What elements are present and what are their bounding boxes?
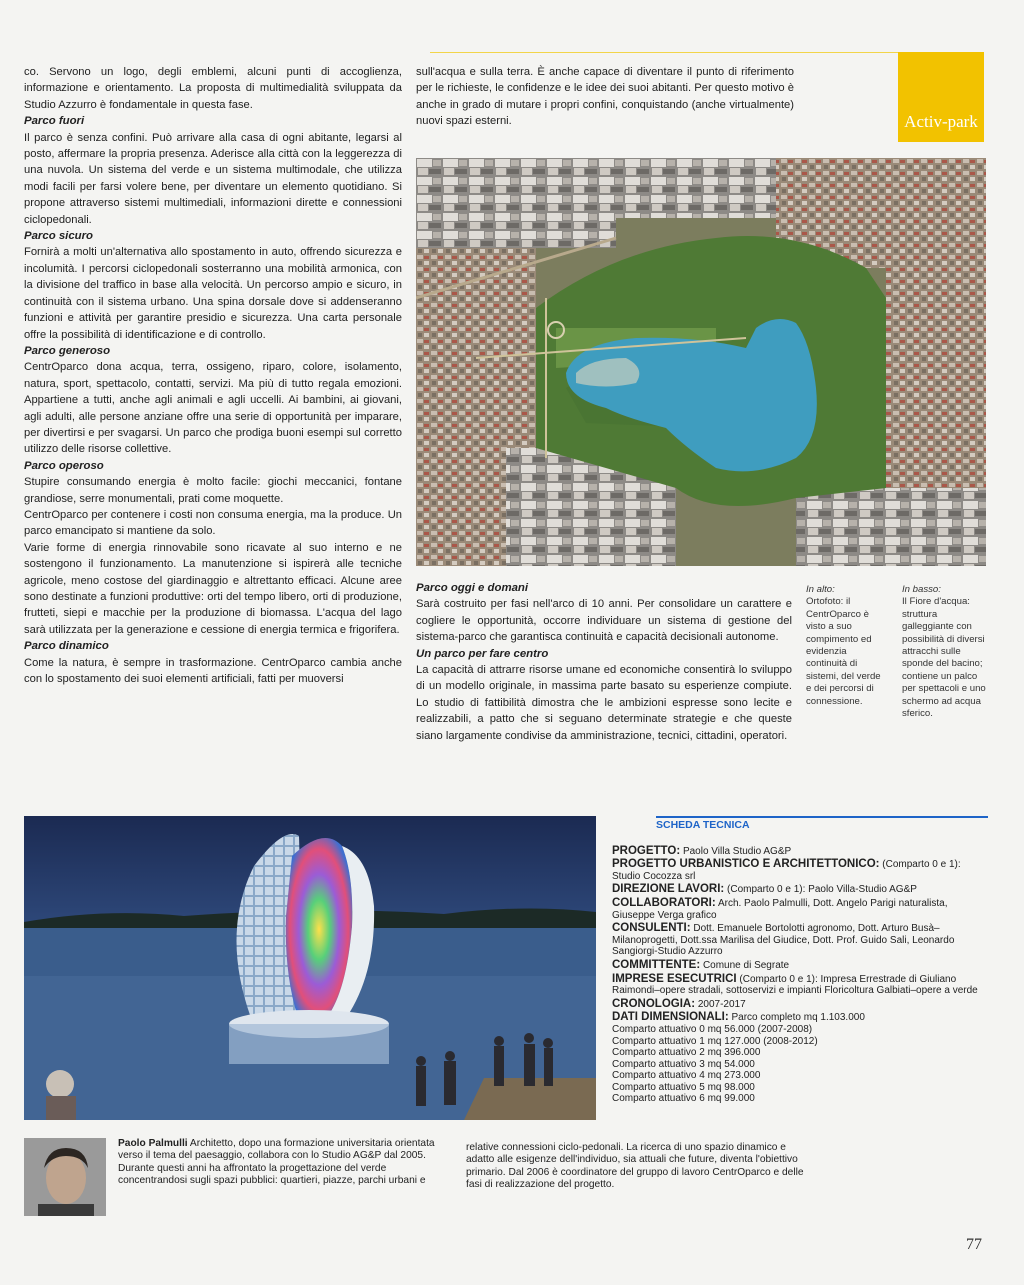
sheet-key: IMPRESE ESECUTRICI (612, 972, 737, 985)
caption-bottom (902, 584, 988, 720)
sheet-key: CRONOLOGIA: (612, 997, 696, 1010)
sheet-key: COMMITTENTE: (612, 958, 701, 971)
section-heading: Un parco per fare centro (416, 647, 549, 660)
section-heading: Parco operoso (24, 459, 104, 472)
caption-head: In alto: (806, 584, 835, 595)
sheet-comparto: Comparto attuativo 3 mq 54.000 (612, 1058, 755, 1070)
section-tag (898, 52, 984, 142)
sheet-comparto: Comparto attuativo 5 mq 98.000 (612, 1081, 755, 1093)
sheet-row (612, 898, 988, 921)
author-bio-right (466, 1142, 806, 1192)
right-top-text (416, 64, 794, 130)
sheet-row (612, 884, 988, 896)
section-heading: Parco generoso (24, 344, 111, 357)
sheet-key: DATI DIMENSIONALI: (612, 1011, 729, 1024)
paragraph: Sarà costruito per fasi nell'arco di 10 anni. Per consolidare un carattere e cogliere le opportunità, occorre individuare un sistema di gestione del sistema-parco che garantisca continuità e capacità decisionali autonome. (416, 598, 792, 644)
paragraph: Fornirà a molti un'alternativa allo spostamento in auto, offrendo sicurezza e incolumità. I percorsi ciclopedonali sosterranno una mobilità armonica, con la divisione del traffico in base alla velocità. Un percorso ampio e sicuro, in continuità con il sistema urbano. Una spina dorsale dove si addenseranno funzioni e attività per garantire presidio e sicurezza. Una carta personale offre la possibilità di identificazione e di controllo. (24, 246, 402, 341)
sheet-value: Dott. Emanuele Bortolotti agronomo, Dott. Arturo Busà–Milanoprogetti, Dott.ssa Marilisa del Giudice, Dott. Prof. Guido Sali, Leonardo Sangiorgi-Studio Azzurro (612, 923, 955, 958)
section-tag-label: Activ-park (904, 112, 978, 131)
sheet-row (612, 859, 988, 882)
caption-text: Il Fiore d'acqua: struttura galleggiante con possibilità di diversi attracchi sulle sponde del bacino; contiene un palco per spettacoli e uno schermo ad acqua sferico. (902, 596, 986, 720)
sheet-key: PROGETTO: (612, 844, 681, 857)
sheet-value: (Comparto 0 e 1): Impresa Errestrade di Giuliano Raimondi–opere stradali, sottoservizi e impianti Floricoltura Galbiati–opere a verde (612, 973, 978, 997)
paragraph: CentrOparco dona acqua, terra, ossigeno, riparo, colore, isolamento, natura, sport, spettacolo, contatti, servizi. Ma più di tutto regala emozioni. Appartiene a tutti, anche agli animali e agli uccelli. Ai bambini, ai giovani, agli adulti, alle persone anziane offre una serie di opportunità per imparare, per divertirsi e per svagarsi. Un parco che prodiga buoni esempi sul corretto utilizzo delle risorse collettive. (24, 361, 402, 456)
sheet-key: DIREZIONE LAVORI: (612, 883, 725, 896)
sheet-comparto: Comparto attuativo 2 mq 396.000 (612, 1047, 761, 1059)
section-heading: Parco fuori (24, 115, 85, 128)
sheet-row (612, 999, 988, 1011)
paragraph: Varie forme di energia rinnovabile sono ricavate al suo interno e ne sostengono il funzionamento. La manutenzione si ispirerà alle tecniche agricole, meno costose del giardinaggio e altrettanto efficaci. Alcune aree sono destinate a funzioni produttive: orti del tempo libero, orti di produzione, frutteti, siepi e macchie per la produzione di biomassa. L'acqua del lago sarà utilizzata per la generazione e cessione di energia termica e frigorifera. (24, 541, 402, 636)
right-mid-text (416, 580, 792, 744)
sheet-value: Comune di Segrate (702, 959, 790, 971)
section-heading: Parco sicuro (24, 230, 94, 243)
paragraph: co. Servono un logo, degli emblemi, alcuni punti di accoglienza, informazione e orientamento. La proposta di multimedialità sviluppata da Studio Azzurro è fondamentale in questa fase. (24, 66, 402, 111)
paragraph: Stupire consumando energia è molto facile: giochi meccanici, fontane grandiose, serre monumentali, prati come moquette. (24, 476, 402, 505)
paragraph: Come la natura, è sempre in trasformazione. CentrOparco cambia anche con lo spostamento dei suoi elementi artificiali, fatti per muoversi (24, 656, 402, 686)
sheet-rows (612, 846, 988, 1024)
author-portrait (24, 1138, 106, 1216)
header-rule (430, 52, 898, 53)
sheet-comparto: Comparto attuativo 1 mq 127.000 (2008-2012) (612, 1035, 818, 1047)
sheet-key: CONSULENTI: (612, 922, 691, 935)
sheet-row (612, 974, 988, 997)
author-bio-text: relative connessioni ciclo-pedonali. La ricerca di uno spazio dinamico e adatto alle esigenze dell'individuo, sia attuali che future, diventa l'obiettivo primario. Dal 2006 è coordinatore del gruppo di lavoro CentrOparco e delle fasi di realizzazione del progetto. (466, 1142, 804, 1191)
sheet-comparto: Comparto attuativo 6 mq 99.000 (612, 1093, 755, 1105)
sheet-row (612, 1012, 988, 1024)
sheet-value: Arch. Paolo Palmulli, Dott. Angelo Parigi naturalista, Giuseppe Verga grafico (612, 897, 948, 921)
paragraph: CentrOparco per contenere i costi non consuma energia, ma la produce. Un parco emancipato si mantiene da solo. (24, 508, 402, 538)
caption-top (806, 584, 888, 708)
left-text-column (24, 64, 402, 687)
aerial-photo (416, 158, 986, 566)
sheet-title: SCHEDA TECNICA (656, 816, 988, 832)
water-flower-render (24, 816, 596, 1120)
author-bio-text: Architetto, dopo una formazione universitaria orientata verso il tema del paesaggio, collabora con lo Studio AG&P dal 2005. Durante questi anni ha affrontato la progettazione del verde concentrandosi sugli spazi pubblici: quartieri, piazze, parchi urbani e (118, 1138, 435, 1187)
sheet-value: (Comparto 0 e 1): Paolo Villa-Studio AG&P (727, 884, 917, 896)
caption-text: Ortofoto: il CentrOparco è visto a suo compimento ed evidenzia continuità di sistemi, del verde e dei percorsi di connessione. (806, 596, 881, 707)
author-name: Paolo Palmulli (118, 1138, 188, 1149)
sheet-key: PROGETTO URBANISTICO E ARCHITETTONICO: (612, 858, 880, 871)
page-number: 77 (966, 1236, 982, 1253)
sheet-comparti (612, 1024, 988, 1105)
sheet-comparto: Comparto attuativo 4 mq 273.000 (612, 1070, 761, 1082)
section-heading: Parco oggi e domani (416, 582, 529, 594)
sheet-value: 2007-2017 (697, 998, 746, 1010)
sheet-key: COLLABORATORI: (612, 896, 716, 909)
author-bio-left (118, 1138, 454, 1188)
section-heading: Parco dinamico (24, 640, 109, 653)
caption-head: In basso: (902, 584, 941, 595)
sheet-row (612, 846, 988, 858)
sheet-value: Paolo Villa Studio AG&P (682, 845, 792, 857)
sheet-comparto: Comparto attuativo 0 mq 56.000 (2007-2008) (612, 1023, 813, 1035)
paragraph: La capacità di attrarre risorse umane ed economiche consentirà lo sviluppo di un modello originale, in massima parte basato su esperienze compiute. Lo studio di fattibilità dimostra che le ambizioni espresse sono lecite e realizzabili, a patto che si seguano determinate strategie e che queste siano largamente condivise da amministrazione, tecnici, cittadini, operatori. (416, 664, 792, 742)
sheet-row (612, 960, 988, 972)
sheet-row (612, 923, 988, 958)
paragraph: sull'acqua e sulla terra. È anche capace di diventare il punto di riferimento per le richieste, le confidenze e le idee dei suoi abitanti. Per questo motivo è anche in grado di mutare i propri confini, conquistando (anche virtualmente) nuovi spazi esterni. (416, 66, 794, 128)
technical-sheet (612, 816, 988, 1105)
paragraph: Il parco è senza confini. Può arrivare alla casa di ogni abitante, legarsi al posto, affermare la propria presenza. Aderisce alla città con la leggerezza di una nuvola. Un sistema del verde e un sistema multimodale, che utilizza modi facili per farsi volere bene, per diventare un elemento quotidiano. Si propone attraverso sistemi multimediali, informazioni dirette e connessioni ciclopedonali. (24, 131, 402, 226)
sheet-value: Parco completo mq 1.103.000 (731, 1012, 865, 1024)
sheet-value: (Comparto 0 e 1): Studio Cocozza srl (612, 859, 961, 882)
